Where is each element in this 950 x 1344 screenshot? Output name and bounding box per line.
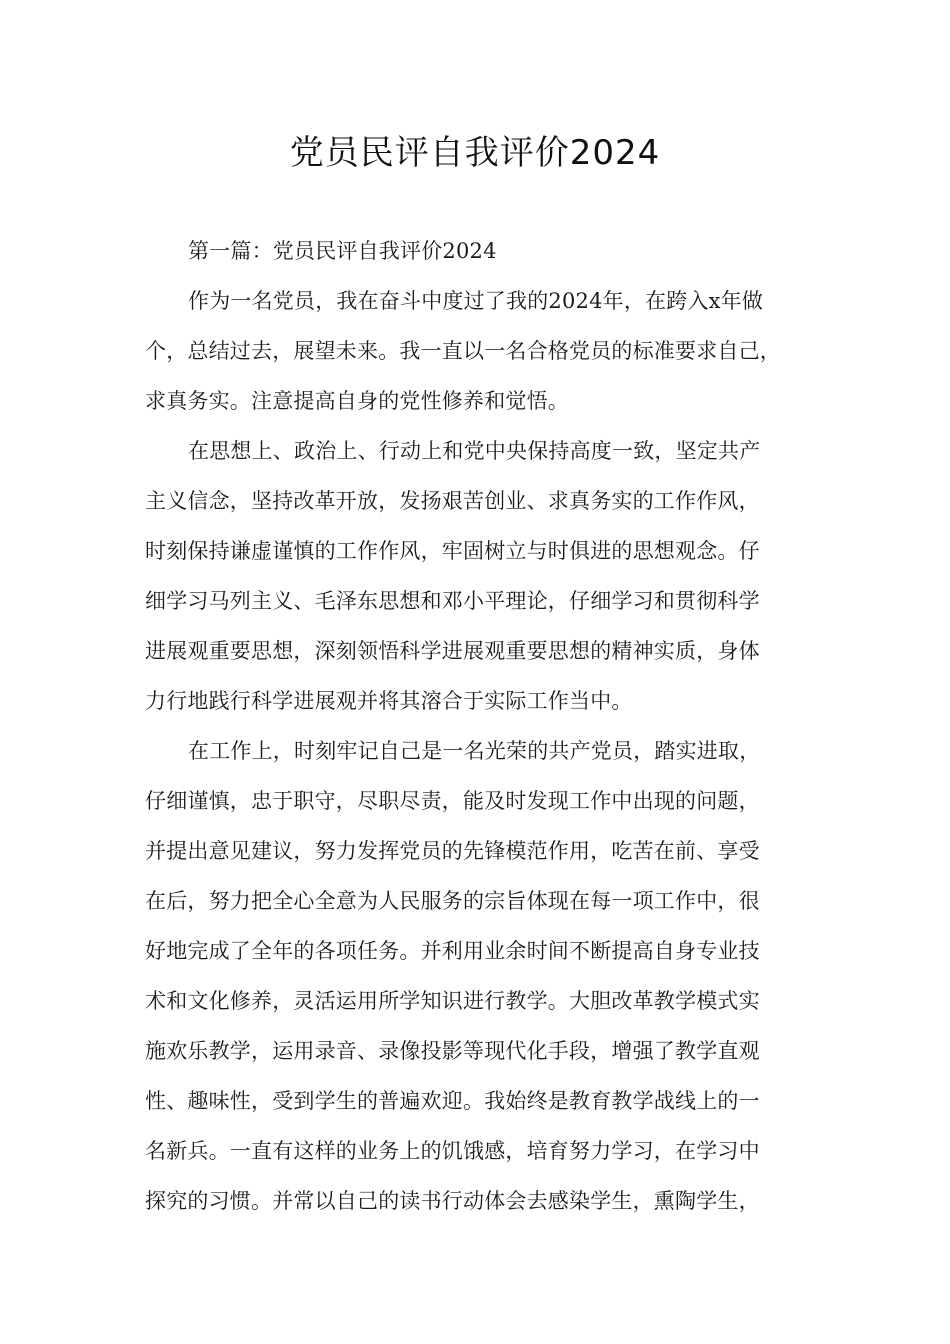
paragraph-line: 在思想上、政治上、行动上和党中央保持高度一致，坚定共产 (188, 439, 761, 463)
paragraph-line: 探究的习惯。并常以自己的读书行动体会去感染学生，熏陶学生， (145, 1189, 760, 1213)
paragraph-line: 作为一名党员，我在奋斗中度过了我的2024年，在跨入x年做 (188, 289, 764, 313)
paragraph-line: 施欢乐教学，运用录音、录像投影等现代化手段，增强了教学直观 (145, 1039, 760, 1063)
paragraph-line: 进展观重要思想，深刻领悟科学进展观重要思想的精神实质，身体 (145, 639, 760, 663)
paragraph-line: 术和文化修养，灵活运用所学知识进行教学。大胆改革教学模式实 (145, 989, 760, 1013)
section-heading: 第一篇：党员民评自我评价2024 (188, 239, 497, 263)
paragraph-line: 时刻保持谦虚谨慎的工作作风，牢固树立与时俱进的思想观念。仔 (145, 539, 760, 563)
paragraph-line: 求真务实。注意提高自身的党性修养和觉悟。 (145, 389, 569, 413)
paragraph-line: 仔细谨慎，忠于职守，尽职尽责，能及时发现工作中出现的问题， (145, 789, 760, 813)
document-title: 党员民评自我评价2024 (289, 133, 661, 173)
paragraph-line: 名新兵。一直有这样的业务上的饥饿感，培育努力学习，在学习中 (145, 1139, 760, 1163)
paragraph-line: 好地完成了全年的各项任务。并利用业余时间不断提高自身专业技 (145, 939, 760, 963)
paragraph-line: 并提出意见建议，努力发挥党员的先锋模范作用，吃苦在前、享受 (145, 839, 760, 863)
paragraph-line: 个，总结过去，展望未来。我一直以一名合格党员的标准要求自己， (145, 339, 781, 363)
paragraph-line: 力行地践行科学进展观并将其溶合于实际工作当中。 (145, 689, 633, 713)
paragraph-line: 细学习马列主义、毛泽东思想和邓小平理论，仔细学习和贯彻科学 (145, 589, 760, 613)
paragraph-line: 主义信念，坚持改革开放，发扬艰苦创业、求真务实的工作作风， (145, 489, 760, 513)
paragraph-line: 性、趣味性，受到学生的普遍欢迎。我始终是教育教学战线上的一 (145, 1089, 760, 1113)
paragraph-line: 在后，努力把全心全意为人民服务的宗旨体现在每一项工作中，很 (145, 889, 760, 913)
paragraph-line: 在工作上，时刻牢记自己是一名光荣的共产党员，踏实进取， (188, 739, 761, 763)
